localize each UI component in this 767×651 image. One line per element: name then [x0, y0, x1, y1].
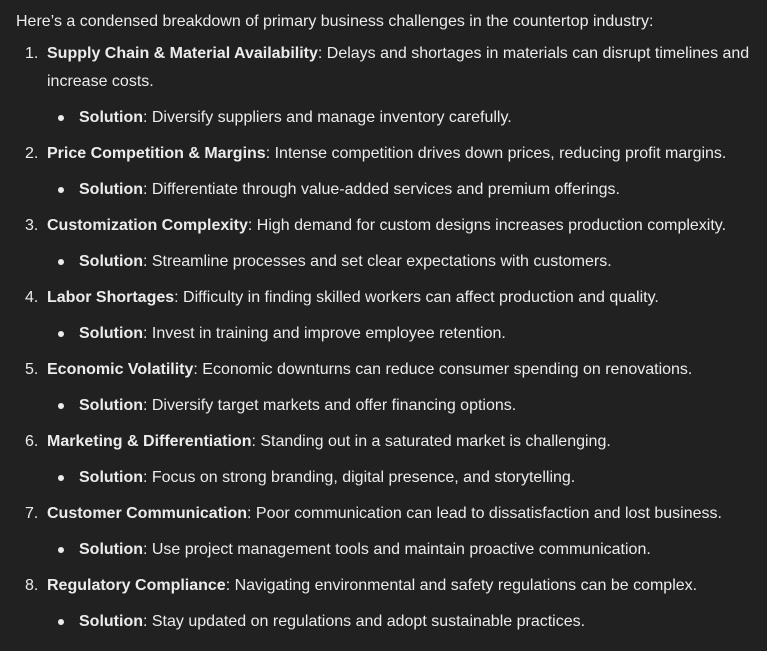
item-text — [47, 212, 757, 240]
solution-label: Solution — [79, 469, 143, 486]
item-description: : Poor communication can lead to dissatisfaction and lost business. — [247, 505, 722, 522]
list-item — [16, 140, 757, 204]
solution-label: Solution — [79, 253, 143, 270]
item-text — [47, 356, 757, 384]
solution-list — [47, 176, 757, 204]
solution-label: Solution — [79, 325, 143, 342]
solution-text: : Streamline processes and set clear expectations with customers. — [142, 253, 612, 270]
solution-item — [47, 608, 757, 636]
item-number: 1. — [25, 45, 39, 62]
item-description: : Standing out in a saturated market is challenging. — [251, 433, 611, 450]
list-item — [16, 428, 757, 492]
solution-item — [47, 248, 757, 276]
solution-text: : Diversify suppliers and manage inventory carefully. — [142, 109, 512, 126]
item-term: Price Competition & Margins — [47, 145, 266, 162]
item-description: : Difficulty in finding skilled workers can affect production and quality. — [174, 289, 659, 306]
solution-label: Solution — [79, 397, 143, 414]
item-description: : High demand for custom designs increases production complexity. — [247, 217, 727, 234]
item-number: 6. — [25, 433, 39, 450]
bullet-icon — [58, 403, 64, 409]
solution-item — [47, 464, 757, 492]
item-number: 3. — [25, 217, 39, 234]
item-text — [47, 428, 757, 456]
bullet-icon — [58, 547, 64, 553]
item-number: 4. — [25, 289, 39, 306]
solution-item — [47, 320, 757, 348]
solution-text: : Invest in training and improve employee retention. — [142, 325, 506, 342]
item-number: 5. — [25, 361, 39, 378]
item-text — [47, 140, 757, 168]
solution-list — [47, 248, 757, 276]
item-description: : Intense competition drives down prices, reducing profit margins. — [265, 145, 727, 162]
list-item — [16, 500, 757, 564]
item-text — [47, 40, 757, 96]
bullet-icon — [58, 187, 64, 193]
item-text — [47, 572, 757, 600]
solution-item — [47, 104, 757, 132]
challenges-list — [16, 40, 757, 636]
solution-text: : Use project management tools and maintain proactive communication. — [142, 541, 651, 558]
solution-list — [47, 104, 757, 132]
solution-list — [47, 392, 757, 420]
list-item — [16, 40, 757, 132]
list-item — [16, 572, 757, 636]
list-item — [16, 284, 757, 348]
solution-text: : Focus on strong branding, digital presence, and storytelling. — [142, 469, 576, 486]
item-description: : Navigating environmental and safety regulations can be complex. — [225, 577, 698, 594]
item-term: Labor Shortages — [47, 289, 175, 306]
solution-list — [47, 536, 757, 564]
list-item — [16, 356, 757, 420]
item-term: Regulatory Compliance — [47, 577, 226, 594]
solution-text: : Differentiate through value-added services and premium offerings. — [142, 181, 620, 198]
list-item — [16, 212, 757, 276]
solution-list — [47, 608, 757, 636]
item-term: Supply Chain & Material Availability — [47, 45, 318, 62]
item-text — [47, 500, 757, 528]
solution-list — [47, 464, 757, 492]
solution-label: Solution — [79, 109, 143, 126]
solution-label: Solution — [79, 541, 143, 558]
item-number: 8. — [25, 577, 39, 594]
bullet-icon — [58, 259, 64, 265]
solution-item — [47, 536, 757, 564]
item-text — [47, 284, 757, 312]
solution-text: : Stay updated on regulations and adopt sustainable practices. — [142, 613, 586, 630]
solution-item — [47, 392, 757, 420]
item-number: 2. — [25, 145, 39, 162]
solution-item — [47, 176, 757, 204]
bullet-icon — [58, 115, 64, 121]
item-term: Economic Volatility — [47, 361, 194, 378]
bullet-icon — [58, 619, 64, 625]
bullet-icon — [58, 475, 64, 481]
item-description: : Economic downturns can reduce consumer spending on renovations. — [193, 361, 693, 378]
solution-list — [47, 320, 757, 348]
bullet-icon — [58, 331, 64, 337]
solution-label: Solution — [79, 613, 143, 630]
item-term: Customer Communication — [47, 505, 248, 522]
intro-text: Here’s a condensed breakdown of primary business challenges in the countertop industry: — [16, 13, 654, 30]
solution-text: : Diversify target markets and offer financing options. — [142, 397, 517, 414]
item-term: Customization Complexity — [47, 217, 248, 234]
solution-label: Solution — [79, 181, 143, 198]
item-description: : Delays and shortages in materials can disrupt timelines and increase costs. — [47, 45, 750, 90]
item-term: Marketing & Differentiation — [47, 433, 252, 450]
item-number: 7. — [25, 505, 39, 522]
